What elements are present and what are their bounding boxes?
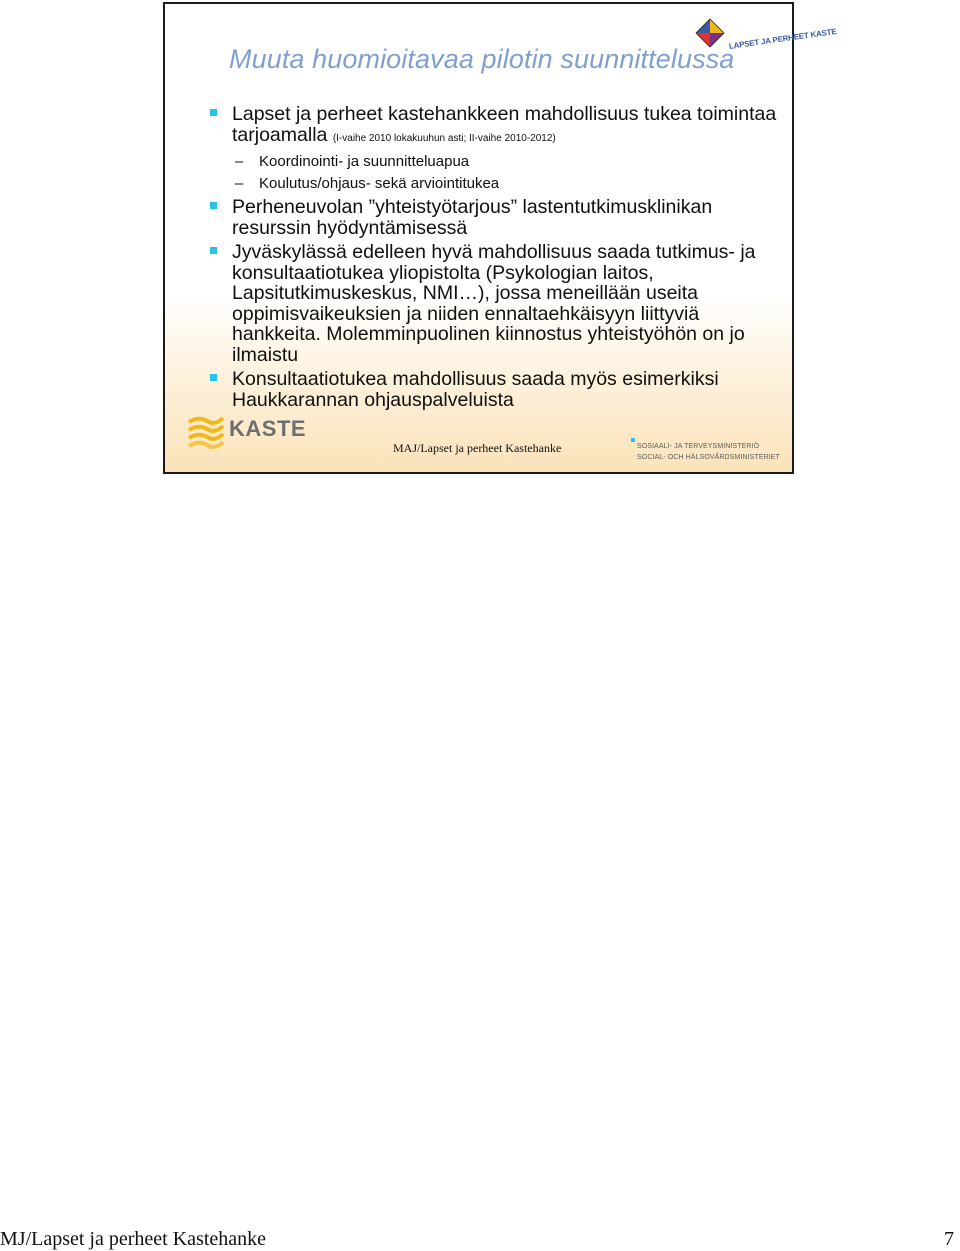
lapset-ja-perheet-kaste-logo	[691, 18, 838, 62]
slide-footer: MAJ/Lapset ja perheet Kastehanke	[393, 441, 562, 455]
slide	[163, 2, 838, 474]
bullet-text: Perheneuvolan ”yhteistyötarjous” lastentutkimusklinikan resurssin hyödyntämisessä	[232, 196, 713, 239]
square-bullet-icon	[210, 109, 217, 116]
logo-text: LAPSET JA PERHEET KASTE	[728, 26, 838, 51]
slide-title: Muuta huomioitavaa pilotin suunnittelussa	[229, 44, 735, 74]
sub-item-text: Koordinointi- ja suunnitteluapua	[259, 153, 470, 170]
sub-list-item	[208, 175, 778, 193]
list-item	[208, 104, 778, 149]
kaste-diamond-icon	[695, 18, 725, 48]
list-item	[208, 197, 778, 238]
ministry-name-fi: SOSIAALI- JA TERVEYSMINISTERIÖ	[637, 443, 760, 450]
page-footer: MJ/Lapset ja perheet Kastehanke	[0, 1228, 267, 1250]
ministry-square-icon	[631, 438, 635, 442]
list-item	[208, 242, 778, 365]
ministry-name-sv: SOCIAL- OCH HÄLSOVÅRDSMINISTERIET	[637, 454, 780, 461]
list-item	[208, 369, 778, 410]
bullet-list	[208, 104, 778, 414]
dash-icon: –	[235, 153, 244, 170]
square-bullet-icon	[210, 374, 217, 381]
page-number: 7	[944, 1228, 954, 1250]
kaste-waves-icon	[187, 414, 225, 450]
bullet-text: Konsultaatiotukea mahdollisuus saada myös esimerkiksi Haukkarannan ohjauspalveluista	[232, 368, 719, 411]
square-bullet-icon	[210, 247, 217, 254]
sub-list-item	[208, 153, 778, 171]
dash-icon: –	[235, 175, 244, 192]
kaste-logo	[187, 414, 307, 454]
bullet-text: Lapset ja perheet kastehankkeen mahdollisuus tukea toimintaa tarjoamalla	[232, 103, 777, 146]
kaste-logo-text: KASTE	[229, 416, 307, 441]
sub-item-text: Koulutus/ohjaus- sekä arviointitukea	[259, 175, 500, 192]
bullet-text: Jyväskylässä edelleen hyvä mahdollisuus saada tutkimus- ja konsultaatiotukea yliopistolta (Psykologian laitos, Lapsitutkimuskeskus, NMI…), jossa meneillään useita oppimisvaikeuksien ja niiden ennaltaehkäisyyn liittyviä hankkeita. Molemminpuolinen kiinnostus yhteistyöhön on jo ilmaistu	[232, 241, 756, 366]
square-bullet-icon	[210, 202, 217, 209]
ministry-logo	[631, 437, 781, 467]
bullet-note: (I-vaihe 2010 lokakuuhun asti; II-vaihe 2010-2012)	[332, 132, 556, 144]
